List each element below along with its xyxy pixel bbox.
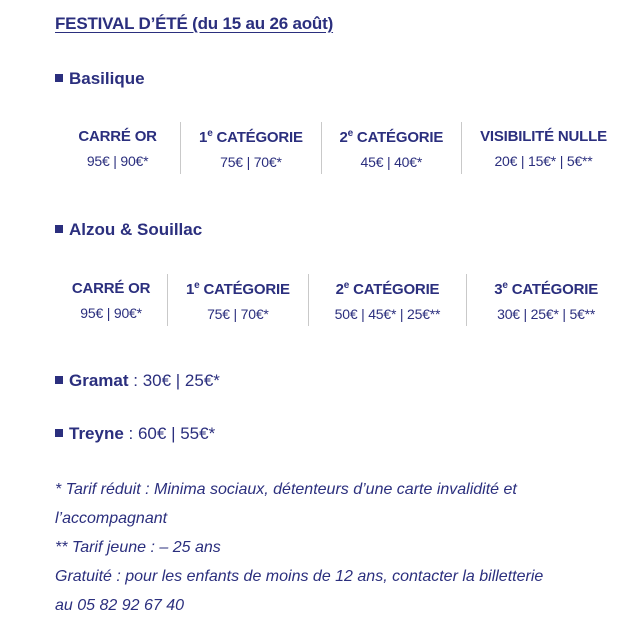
column-label: 2e CATÉGORIE [335,280,440,298]
column-value: 45€ | 40€* [360,154,423,170]
square-bullet-icon [55,74,63,82]
price-column [181,122,321,174]
column-value: 50€ | 45€* | 25€** [334,306,441,322]
column-value: 30€ | 25€* | 5€** [497,306,596,322]
column-label: 1e CATÉGORIE [186,280,290,298]
tariff-notes [55,475,625,620]
section-heading-treyne [55,424,215,444]
note-line: au 05 82 92 67 40 [55,597,185,614]
price-column [55,122,181,174]
section-name: Gramat [69,371,129,390]
column-value: 95€ | 90€* [80,305,142,321]
column-label: VISIBILITÉ NULLE [480,128,607,145]
column-label: CARRÉ OR [78,128,157,145]
column-value: 95€ | 90€* [86,153,149,169]
section-name: Treyne [69,424,124,443]
square-bullet-icon [55,225,63,233]
section-name: Alzou & Souillac [69,220,203,239]
price-table-basilique [55,122,625,174]
price-column [467,274,625,326]
price-column [309,274,468,326]
note-line: * Tarif réduit : Minima sociaux, détenteurs d’une carte invalidité et [55,481,517,498]
price-table-alzou-souillac [55,274,625,326]
section-heading-alzou-souillac [55,220,202,240]
square-bullet-icon [55,376,63,384]
section-heading-basilique [55,69,145,89]
section-price: : 60€ | 55€* [123,424,216,443]
price-column [168,274,308,326]
page-title: FESTIVAL D’ÉTÉ (du 15 au 26 août) [55,14,334,33]
price-column [322,122,462,174]
square-bullet-icon [55,429,63,437]
section-heading-gramat [55,371,220,391]
section-price: : 30€ | 25€* [128,371,220,390]
note-line: l’accompagnant [55,510,168,527]
column-label: 2e CATÉGORIE [339,128,444,146]
column-label: CARRÉ OR [71,280,151,297]
price-column [55,274,168,326]
column-label: 1e CATÉGORIE [199,128,303,146]
column-value: 75€ | 70€* [207,306,269,322]
price-column [462,122,625,174]
column-value: 20€ | 15€* | 5€** [494,153,593,169]
note-line: ** Tarif jeune : – 25 ans [55,539,221,556]
column-label: 3e CATÉGORIE [494,280,599,298]
column-value: 75€ | 70€* [220,154,282,170]
section-name: Basilique [69,69,145,88]
note-line: Gratuité : pour les enfants de moins de 12 ans, contacter la billetterie [55,568,544,585]
